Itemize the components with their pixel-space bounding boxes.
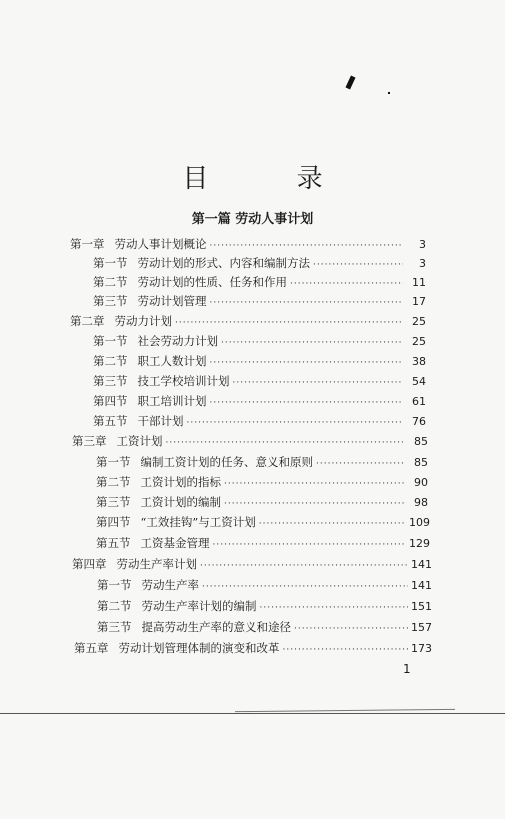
page-number: 1 [403,662,411,676]
toc-entry-section [93,373,426,390]
leader-dots [202,579,408,596]
leader-dots [210,295,404,312]
toc-entry-section [96,454,428,471]
leader-dots [233,375,404,392]
leader-dots [200,558,408,575]
toc-entry-section [97,577,432,594]
entry-title: 职工人数计划 [137,354,207,368]
entry-page: 61 [412,395,426,408]
leader-dots [260,600,409,617]
entry-page: 157 [411,621,432,634]
leader-dots [221,335,403,352]
part-heading: 第一篇 劳动人事计划 [191,212,314,227]
entry-page: 17 [412,295,426,308]
entry-label: 第五章 [74,641,109,655]
entry-title: 编制工资计划的任务、意义和原则 [140,455,313,469]
page-edge-line [0,713,505,714]
entry-title: 工资计划的编制 [140,495,221,509]
entry-title: 劳动人事计划概论 [114,237,207,251]
entry-title: 劳动计划管理体制的演变和改革 [118,641,280,655]
leader-dots [210,395,404,412]
entry-label: 第二章 [70,314,105,328]
entry-title: 职工培训计划 [137,394,207,408]
toc-entry-chapter [72,556,432,573]
leader-dots [283,642,409,659]
toc-entry-chapter [74,640,432,657]
toc-entry-section [93,353,426,370]
scan-line [235,709,455,712]
entry-page: 25 [412,335,426,348]
toc-entry-section [93,293,426,310]
toc-entry-chapter [72,433,428,450]
entry-page: 141 [411,579,432,592]
leader-dots [187,415,404,432]
leader-dots [294,621,408,638]
leader-dots [259,516,406,533]
entry-page: 54 [412,375,426,388]
toc-entry-section [97,619,432,636]
entry-title: 劳动生产率计划的编制 [141,599,257,613]
toc-entry-section [96,514,430,531]
entry-label: 第一节 [93,334,128,348]
leader-dots [175,315,403,332]
entry-title: 提高劳动生产率的意义和途径 [141,620,291,634]
toc-entry-section [96,494,428,511]
entry-title: 劳动生产率计划 [116,557,197,571]
entry-label: 第三节 [93,374,128,388]
entry-page: 141 [411,558,432,571]
entry-page: 3 [419,257,426,270]
entry-title: 劳动力计划 [114,314,172,328]
entry-title: 劳动生产率 [141,578,199,592]
toc-entry-section [93,393,426,410]
entry-label: 第二节 [93,275,128,289]
leader-dots [210,355,404,372]
entry-title: 工资基金管理 [140,536,210,550]
entry-title: 劳动计划管理 [137,294,207,308]
toc-entry-section [93,413,426,430]
leader-dots [224,476,405,493]
entry-title: 劳动计划的形式、内容和编制方法 [137,256,310,270]
toc-entry-section [96,535,430,552]
leader-dots [213,537,407,554]
entry-page: 85 [414,435,428,448]
entry-label: 第二节 [97,599,132,613]
entry-page: 109 [409,516,430,529]
toc-entry-chapter [70,236,426,253]
entry-page: 85 [414,456,428,469]
entry-page: 76 [412,415,426,428]
entry-page: 3 [419,238,426,251]
toc-entry-section [93,274,426,291]
entry-page: 151 [411,600,432,613]
leader-dots [224,496,405,513]
entry-title: 工资计划 [116,434,163,448]
entry-page: 98 [414,496,428,509]
entry-label: 第四章 [72,557,107,571]
entry-label: 第四节 [93,394,128,408]
entry-title: 干部计划 [137,414,184,428]
entry-page: 129 [409,537,430,550]
leader-dots [290,276,403,293]
entry-page: 38 [412,355,426,368]
entry-label: 第四节 [96,515,131,529]
toc-entry-chapter [70,313,426,330]
entry-label: 第一章 [70,237,105,251]
toc-entry-section [97,598,432,615]
entry-label: 第三节 [93,294,128,308]
leader-dots [313,257,403,274]
page-title: 目 录 [182,164,363,194]
entry-label: 第三节 [96,495,131,509]
entry-title: 劳动计划的性质、任务和作用 [137,275,287,289]
entry-title: 社会劳动力计划 [137,334,218,348]
ink-mark [345,76,355,90]
leader-dots [210,238,404,255]
entry-page: 25 [412,315,426,328]
entry-page: 11 [412,276,426,289]
entry-label: 第五节 [93,414,128,428]
entry-page: 173 [411,642,432,655]
entry-label: 第一节 [93,256,128,270]
toc-entry-section [93,255,426,272]
entry-label: 第二节 [93,354,128,368]
ink-dot [388,92,390,94]
entry-title: 工资计划的指标 [140,475,221,489]
entry-label: 第二节 [96,475,131,489]
entry-title: 技工学校培训计划 [137,374,230,388]
entry-label: 第三章 [72,434,107,448]
leader-dots [316,456,405,473]
toc-entry-section [93,333,426,350]
entry-label: 第三节 [97,620,132,634]
entry-label: 第五节 [96,536,131,550]
toc-entry-section [96,474,428,491]
entry-page: 90 [414,476,428,489]
leader-dots [166,435,406,452]
entry-label: 第一节 [96,455,131,469]
entry-title: “工效挂钩”与工资计划 [140,515,256,529]
entry-label: 第一节 [97,578,132,592]
